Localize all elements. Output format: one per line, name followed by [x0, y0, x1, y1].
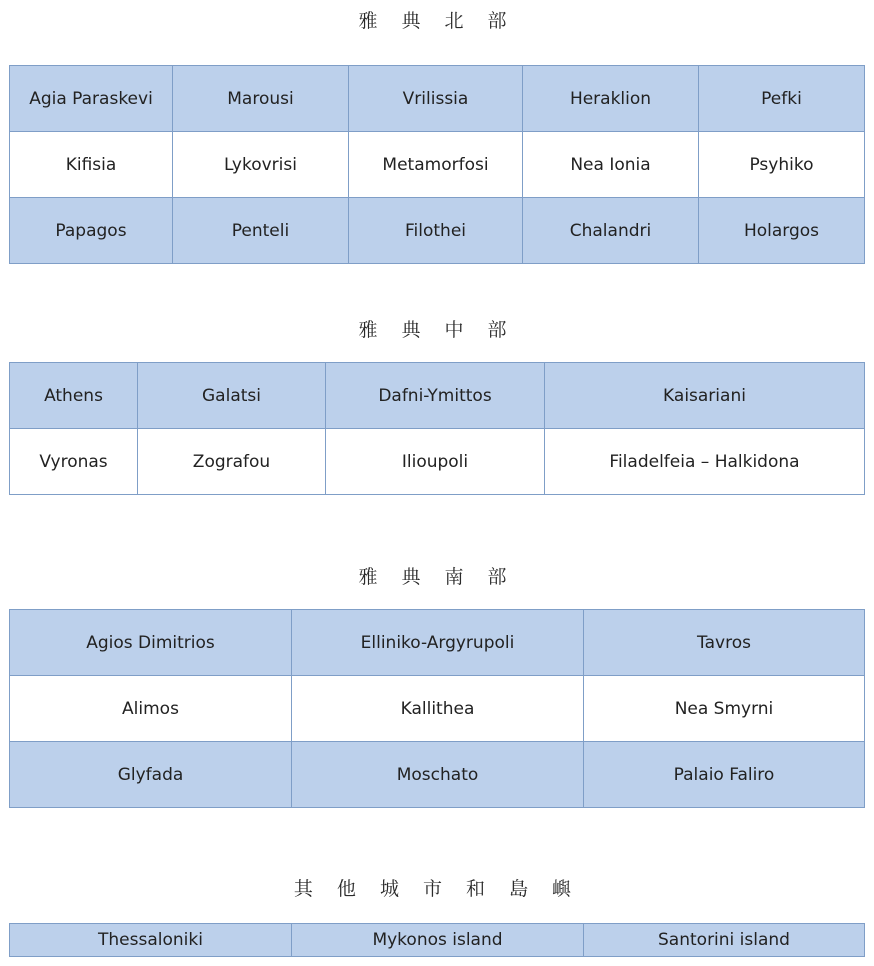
table-cell: Vrilissia — [349, 66, 523, 132]
table-cell: Psyhiko — [699, 132, 865, 198]
table-cell: Galatsi — [138, 363, 326, 429]
table-cell: Mykonos island — [292, 924, 584, 957]
table-row — [10, 676, 865, 742]
table-cell: Kaisariani — [545, 363, 865, 429]
table-cell: Marousi — [173, 66, 349, 132]
table-cell: Ilioupoli — [326, 429, 545, 495]
table-cell: Palaio Faliro — [584, 742, 865, 808]
table-cell: Pefki — [699, 66, 865, 132]
table-cell: Santorini island — [584, 924, 865, 957]
table-cell: Tavros — [584, 610, 865, 676]
table-north-athens — [9, 65, 865, 264]
table-cell: Thessaloniki — [10, 924, 292, 957]
table-row — [10, 924, 865, 957]
table-other-cities — [9, 923, 865, 957]
table-row — [10, 66, 865, 132]
table-row — [10, 198, 865, 264]
table-cell: Moschato — [292, 742, 584, 808]
table-row — [10, 429, 865, 495]
table-cell: Penteli — [173, 198, 349, 264]
table-central-athens — [9, 362, 865, 495]
table-cell: Nea Smyrni — [584, 676, 865, 742]
table-cell: Kallithea — [292, 676, 584, 742]
table-cell: Metamorfosi — [349, 132, 523, 198]
section-title-south: 雅 典 南 部 — [358, 566, 516, 588]
table-cell: Agia Paraskevi — [10, 66, 173, 132]
table-row — [10, 132, 865, 198]
table-cell: Elliniko-Argyrupoli — [292, 610, 584, 676]
table-cell: Papagos — [10, 198, 173, 264]
table-row — [10, 610, 865, 676]
section-title-other: 其 他 城 市 和 島 嶼 — [293, 878, 581, 900]
table-cell: Heraklion — [523, 66, 699, 132]
table-cell: Filothei — [349, 198, 523, 264]
table-cell: Lykovrisi — [173, 132, 349, 198]
table-row — [10, 742, 865, 808]
table-cell: Vyronas — [10, 429, 138, 495]
table-cell: Zografou — [138, 429, 326, 495]
table-cell: Chalandri — [523, 198, 699, 264]
table-cell: Nea Ionia — [523, 132, 699, 198]
table-cell: Alimos — [10, 676, 292, 742]
section-title-north: 雅 典 北 部 — [358, 10, 516, 32]
table-cell: Glyfada — [10, 742, 292, 808]
table-cell: Kifisia — [10, 132, 173, 198]
table-south-athens — [9, 609, 865, 808]
table-cell: Filadelfeia – Halkidona — [545, 429, 865, 495]
table-cell: Dafni-Ymittos — [326, 363, 545, 429]
table-cell: Agios Dimitrios — [10, 610, 292, 676]
table-cell: Holargos — [699, 198, 865, 264]
table-cell: Athens — [10, 363, 138, 429]
table-row — [10, 363, 865, 429]
section-title-central: 雅 典 中 部 — [358, 319, 516, 341]
